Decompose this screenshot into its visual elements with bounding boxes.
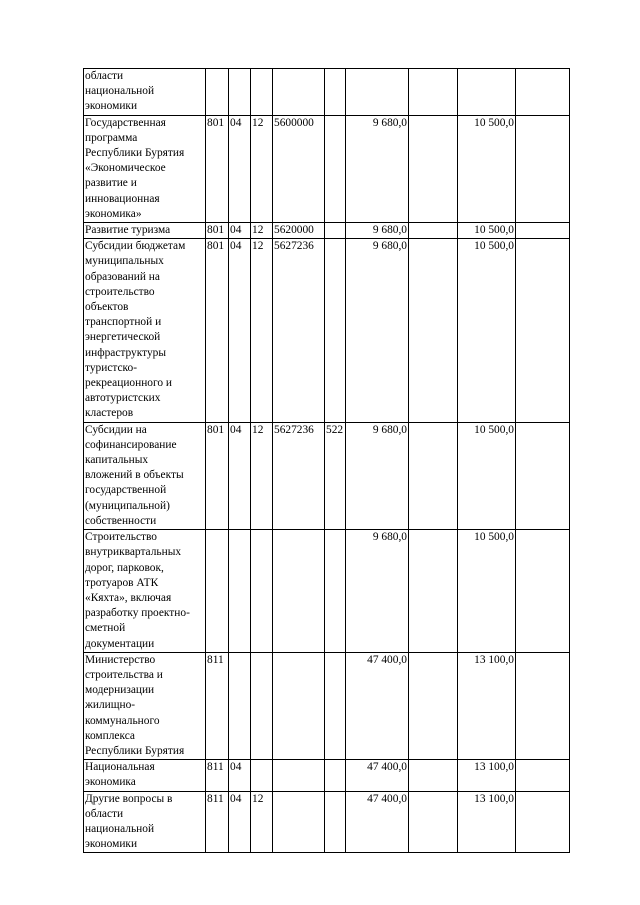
cell-name-line: кластеров	[85, 407, 134, 420]
cell-pr: 12	[251, 115, 273, 222]
cell-gr	[206, 69, 229, 116]
cell-extra-2	[516, 239, 570, 422]
cell-name-line: капитальных	[85, 454, 149, 467]
cell-vr	[325, 760, 346, 791]
cell-name-line: образований на	[85, 270, 160, 283]
table-row	[84, 652, 570, 759]
cell-name-line: национальной	[85, 85, 155, 98]
cell-gr: 801	[206, 422, 229, 529]
cell-sum-1: 9 680,0	[346, 115, 409, 222]
cell-rz	[229, 69, 251, 116]
cell-name-line: экономики	[85, 838, 138, 851]
cell-pr: 12	[251, 791, 273, 853]
cell-name-line: жилищно-	[85, 699, 136, 712]
cell-rz	[229, 652, 251, 759]
cell-sum-1: 9 680,0	[346, 530, 409, 653]
cell-csr	[273, 69, 325, 116]
cell-sum-1	[346, 69, 409, 116]
cell-sum-2: 10 500,0	[458, 530, 516, 653]
cell-name-line: Министерство	[85, 653, 156, 666]
cell-name-line: софинансирование	[85, 438, 177, 451]
cell-vr	[325, 652, 346, 759]
cell-name-line: документации	[85, 637, 155, 650]
cell-name-line: энергетической	[85, 331, 161, 344]
cell-rz: 04	[229, 115, 251, 222]
cell-name	[84, 760, 206, 791]
cell-name-line: экономики	[85, 100, 138, 113]
cell-vr	[325, 69, 346, 116]
cell-csr	[273, 791, 325, 853]
cell-gr: 811	[206, 760, 229, 791]
cell-extra-1	[409, 422, 458, 529]
cell-extra-1	[409, 530, 458, 653]
cell-name	[84, 422, 206, 529]
cell-name	[84, 239, 206, 422]
cell-name-line: Субсидии на	[85, 423, 147, 436]
cell-rz: 04	[229, 223, 251, 239]
cell-name	[84, 69, 206, 116]
cell-name-line: государственной	[85, 484, 167, 497]
cell-sum-1: 9 680,0	[346, 422, 409, 529]
cell-rz: 04	[229, 791, 251, 853]
cell-csr: 5627236	[273, 239, 325, 422]
cell-sum-1: 47 400,0	[346, 652, 409, 759]
cell-extra-2	[516, 530, 570, 653]
cell-sum-1: 9 680,0	[346, 223, 409, 239]
cell-name-line: рекреационного и	[85, 377, 173, 390]
cell-pr	[251, 530, 273, 653]
cell-gr: 801	[206, 115, 229, 222]
cell-sum-2: 10 500,0	[458, 422, 516, 529]
cell-name-line: туристско-	[85, 361, 137, 374]
cell-pr	[251, 69, 273, 116]
cell-name-line: объектов	[85, 301, 129, 314]
cell-name-line: муниципальных	[85, 255, 164, 268]
cell-name-line: «Экономическое	[85, 162, 166, 175]
cell-sum-2: 10 500,0	[458, 239, 516, 422]
cell-vr	[325, 791, 346, 853]
cell-vr	[325, 530, 346, 653]
cell-pr: 12	[251, 239, 273, 422]
cell-extra-2	[516, 422, 570, 529]
cell-csr: 5627236	[273, 422, 325, 529]
cell-name-line: инфраструктуры	[85, 346, 166, 359]
cell-name-line: сметной	[85, 622, 126, 635]
cell-sum-1: 47 400,0	[346, 760, 409, 791]
cell-extra-2	[516, 69, 570, 116]
budget-table	[83, 68, 570, 853]
cell-csr	[273, 760, 325, 791]
cell-extra-1	[409, 791, 458, 853]
cell-gr: 801	[206, 223, 229, 239]
cell-name-line: комплекса	[85, 729, 135, 742]
cell-csr	[273, 530, 325, 653]
cell-name	[84, 530, 206, 653]
cell-rz: 04	[229, 422, 251, 529]
cell-pr	[251, 652, 273, 759]
cell-name-line: Республики Бурятия	[85, 744, 185, 757]
cell-extra-1	[409, 223, 458, 239]
cell-extra-1	[409, 760, 458, 791]
table-row	[84, 791, 570, 853]
cell-extra-1	[409, 69, 458, 116]
table-body	[84, 69, 570, 853]
cell-extra-1	[409, 239, 458, 422]
table-row	[84, 760, 570, 791]
table-row	[84, 115, 570, 222]
table-row	[84, 223, 570, 239]
cell-sum-1: 47 400,0	[346, 791, 409, 853]
cell-sum-2: 13 100,0	[458, 652, 516, 759]
cell-name-line: строительство	[85, 285, 155, 298]
cell-extra-1	[409, 652, 458, 759]
cell-sum-2: 10 500,0	[458, 115, 516, 222]
cell-name	[84, 652, 206, 759]
cell-name-line: развитие и	[85, 177, 137, 190]
cell-name-line: автотуристских	[85, 392, 161, 405]
cell-name-line: модернизации	[85, 684, 155, 697]
table-row	[84, 69, 570, 116]
cell-extra-2	[516, 652, 570, 759]
cell-gr: 811	[206, 791, 229, 853]
cell-extra-1	[409, 115, 458, 222]
cell-extra-2	[516, 115, 570, 222]
cell-name	[84, 115, 206, 222]
cell-name-line: экономика	[85, 776, 136, 789]
table-row	[84, 422, 570, 529]
cell-rz: 04	[229, 760, 251, 791]
cell-name	[84, 223, 206, 239]
cell-name-line: Строительство	[85, 531, 157, 544]
cell-name-line: Другие вопросы в	[85, 792, 173, 805]
cell-pr	[251, 760, 273, 791]
cell-extra-2	[516, 791, 570, 853]
table-row	[84, 530, 570, 653]
cell-name-line: (муниципальной)	[85, 499, 170, 512]
cell-vr	[325, 239, 346, 422]
cell-name-line: Субсидии бюджетам	[85, 240, 186, 253]
cell-rz	[229, 530, 251, 653]
cell-vr: 522	[325, 422, 346, 529]
cell-sum-2: 10 500,0	[458, 223, 516, 239]
cell-rz: 04	[229, 239, 251, 422]
cell-name	[84, 791, 206, 853]
cell-name-line: «Кяхта», включая	[85, 591, 172, 604]
cell-name-line: национальной	[85, 822, 155, 835]
cell-name-line: Республики Бурятия	[85, 147, 185, 160]
cell-pr: 12	[251, 422, 273, 529]
cell-name-line: вложений в объекты	[85, 469, 184, 482]
cell-name-line: строительства и	[85, 668, 163, 681]
cell-name-line: дорог, парковок,	[85, 561, 164, 574]
table-row	[84, 239, 570, 422]
cell-name-line: Развитие туризма	[85, 224, 171, 237]
cell-gr: 811	[206, 652, 229, 759]
cell-extra-2	[516, 760, 570, 791]
cell-vr	[325, 115, 346, 222]
cell-csr: 5600000	[273, 115, 325, 222]
cell-pr: 12	[251, 223, 273, 239]
cell-name-line: Национальная	[85, 761, 155, 774]
cell-extra-2	[516, 223, 570, 239]
cell-sum-1: 9 680,0	[346, 239, 409, 422]
cell-name-line: области	[85, 70, 124, 82]
cell-name-line: программа	[85, 131, 138, 144]
cell-name-line: инновационная	[85, 192, 160, 205]
cell-csr: 5620000	[273, 223, 325, 239]
cell-vr	[325, 223, 346, 239]
cell-gr	[206, 530, 229, 653]
cell-gr: 801	[206, 239, 229, 422]
cell-sum-2: 13 100,0	[458, 791, 516, 853]
cell-name-line: транспортной и	[85, 316, 162, 329]
cell-csr	[273, 652, 325, 759]
cell-sum-2: 13 100,0	[458, 760, 516, 791]
cell-name-line: тротуаров АТК	[85, 576, 159, 589]
cell-name-line: разработку проектно-	[85, 607, 190, 620]
cell-name-line: экономика»	[85, 207, 142, 220]
cell-name-line: внутриквартальных	[85, 546, 182, 559]
cell-name-line: собственности	[85, 514, 157, 527]
cell-name-line: области	[85, 807, 124, 820]
cell-sum-2	[458, 69, 516, 116]
cell-name-line: коммунального	[85, 714, 160, 727]
cell-name-line: Государственная	[85, 116, 166, 129]
